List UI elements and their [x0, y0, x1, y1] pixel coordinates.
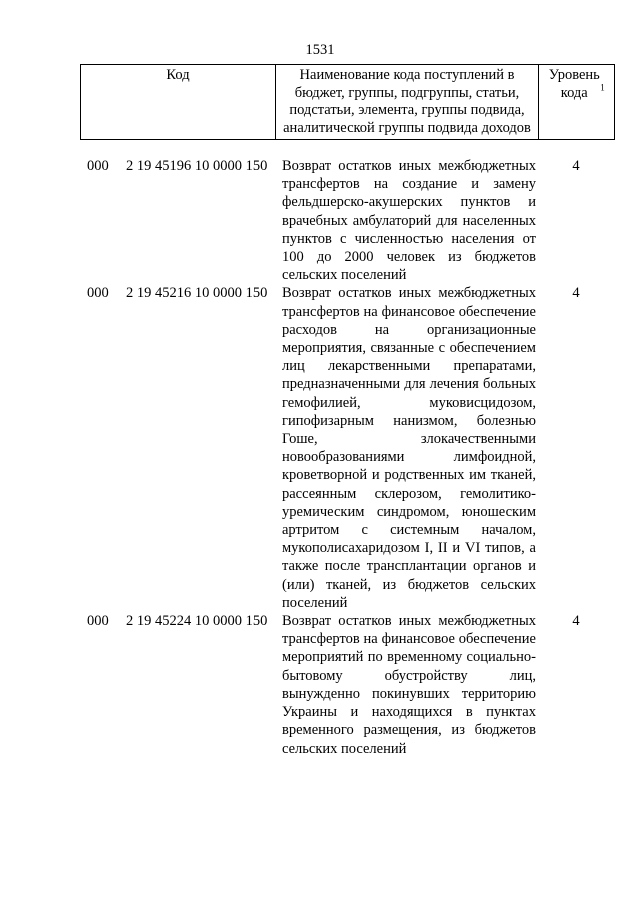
admin-code: 000: [87, 285, 109, 302]
income-code: 2 19 45216 10 0000 150: [126, 285, 268, 302]
header-level: Уровень кода $^1$: [539, 65, 615, 140]
header-name: Наименование кода поступлений в бюджет, группы, подгруппы, статьи, подстатьи, элемента, группы подвида, аналитической группы подвида доходов: [276, 65, 539, 140]
admin-code: 000: [87, 613, 109, 630]
page-number: 1531: [305, 42, 335, 58]
table-header: [80, 64, 615, 140]
table-row: [0, 157, 640, 284]
code-level: 4: [572, 285, 580, 302]
footnote-marker: 1: [600, 82, 605, 93]
income-code: 2 19 45196 10 0000 150: [126, 158, 268, 174]
header-code: Код: [81, 65, 276, 140]
income-code: 2 19 45224 10 0000 150: [126, 613, 268, 630]
code-level: 4: [572, 158, 580, 174]
table-body: [0, 157, 640, 758]
code-level: 4: [572, 613, 580, 630]
income-name: Возврат остатков иных межбюджетных трансфертов на финансовое обеспечение мероприятий по временному социально-бытовому обустройству лиц, вынужденно покинувших территорию Украины и находящихся в пунктах временного размещения, из бюджетов сельских поселений: [282, 613, 536, 757]
income-name: Возврат остатков иных межбюджетных трансфертов на создание и замену фельдшерско-акушерских пунктов и врачебных амбулаторий для населенных пунктов с численностью населения от 100 до 2000 человек из бюджетов сельских поселений: [282, 158, 536, 284]
admin-code: 000: [87, 158, 109, 174]
table-row: [0, 284, 640, 612]
table-row: [0, 612, 640, 758]
income-name: Возврат остатков иных межбюджетных трансфертов на финансовое обеспечение расходов на организационные мероприятия, связанные с обеспечением лиц лекарственными препаратами, предназначенными для лечения больных гемофилией, муковисцидозом, гипофизарным нанизмом, болезнью Гоше, злокачественными новообразованиями лимфоидной, кроветворной и родственных им тканей, рассеянным склерозом, гемолитико-уремическим синдромом, юношеским артритом с системным началом, мукополисахаридозом I, II и VI типов, а также после трансплантации органов и (или) тканей, из бюджетов сельских поселений: [282, 285, 536, 611]
